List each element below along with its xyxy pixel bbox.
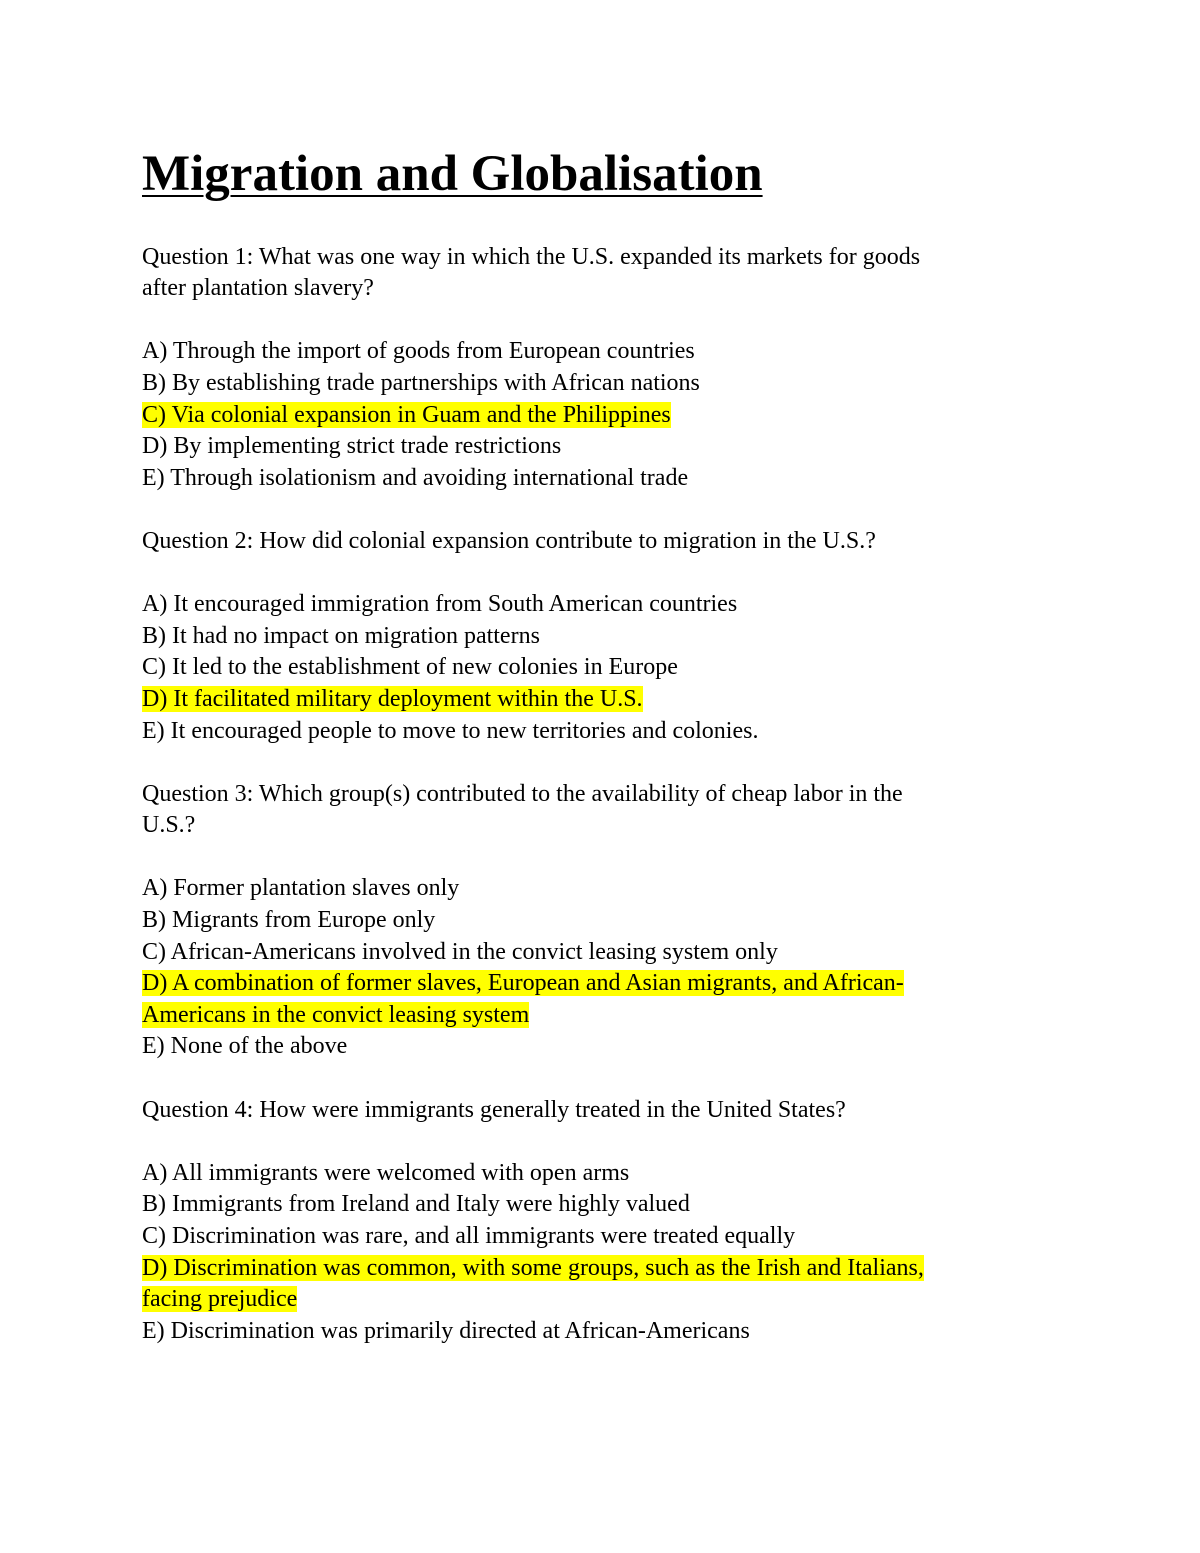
question-2	[142, 526, 1042, 747]
spacer	[142, 558, 1042, 590]
question-4-text-line-1: Question 4: How were immigrants generally treated in the United States?	[142, 1096, 846, 1123]
spacer	[142, 210, 1042, 242]
question-3-option-d-highlighted-line-1	[142, 968, 1042, 1000]
question-1	[142, 242, 1042, 495]
question-4-option-d-highlighted-line-2	[142, 1284, 1042, 1316]
question-2-text-line-1: Question 2: How did colonial expansion contribute to migration in the U.S.?	[142, 527, 876, 554]
spacer	[142, 1063, 1042, 1095]
question-1-option-d: D) By implementing strict trade restrictions	[142, 433, 562, 460]
question-1-option-b: B) By establishing trade partnerships with African nations	[142, 369, 700, 396]
question-4-option-d-highlighted-line-1	[142, 1253, 1042, 1285]
question-3	[142, 779, 1042, 1063]
question-4-option-e: E) Discrimination was primarily directed at African-Americans	[142, 1317, 750, 1344]
spacer	[142, 747, 1042, 779]
question-4-option-c: C) Discrimination was rare, and all immigrants were treated equally	[142, 1223, 796, 1249]
question-3-option-d-highlighted-line-2	[142, 1000, 1042, 1032]
question-3-text-line-2: U.S.?	[142, 812, 196, 839]
question-1-text-line-2: after plantation slavery?	[142, 275, 374, 302]
question-4	[142, 1095, 1042, 1348]
spacer	[142, 1126, 1042, 1158]
question-3-option-c: C) African-Americans involved in the convict leasing system only	[142, 938, 778, 965]
question-3-option-a: A) Former plantation slaves only	[142, 875, 460, 902]
document-body	[142, 138, 1042, 1347]
answer-highlight: D) Discrimination was common, with some groups, such as the Irish and Italians,	[142, 1254, 924, 1281]
question-2-option-e: E) It encouraged people to move to new territories and colonies.	[142, 717, 759, 744]
page-title: Migration and Globalisation	[142, 146, 763, 202]
question-2-option-c: C) It led to the establishment of new colonies in Europe	[142, 654, 678, 681]
question-4-option-b: B) Immigrants from Ireland and Italy were highly valued	[142, 1191, 690, 1218]
question-1-text-line-1: Question 1: What was one way in which the U.S. expanded its markets for goods	[142, 243, 921, 270]
answer-highlight: D) A combination of former slaves, European and Asian migrants, and African-	[142, 970, 904, 997]
question-3-option-e: E) None of the above	[142, 1033, 348, 1060]
spacer	[142, 494, 1042, 526]
question-3-text-line-1: Question 3: Which group(s) contributed to the availability of cheap labor in the	[142, 780, 903, 807]
spacer	[142, 305, 1042, 337]
question-1-option-e: E) Through isolationism and avoiding international trade	[142, 464, 689, 491]
question-2-option-b: B) It had no impact on migration patterns	[142, 622, 540, 649]
question-1-option-c-highlighted	[142, 400, 1042, 432]
question-4-option-a: A) All immigrants were welcomed with open arms	[142, 1159, 630, 1186]
question-2-option-d-highlighted	[142, 684, 1042, 716]
question-2-option-a: A) It encouraged immigration from South American countries	[142, 591, 738, 618]
question-1-option-a: A) Through the import of goods from European countries	[142, 338, 695, 365]
answer-highlight: C) Via colonial expansion in Guam and the Philippines	[142, 401, 671, 428]
question-3-option-b: B) Migrants from Europe only	[142, 907, 436, 934]
answer-highlight: facing prejudice	[142, 1286, 298, 1313]
answer-highlight: Americans in the convict leasing system	[142, 1001, 530, 1028]
answer-highlight: D) It facilitated military deployment within the U.S.	[142, 685, 643, 712]
spacer	[142, 842, 1042, 874]
